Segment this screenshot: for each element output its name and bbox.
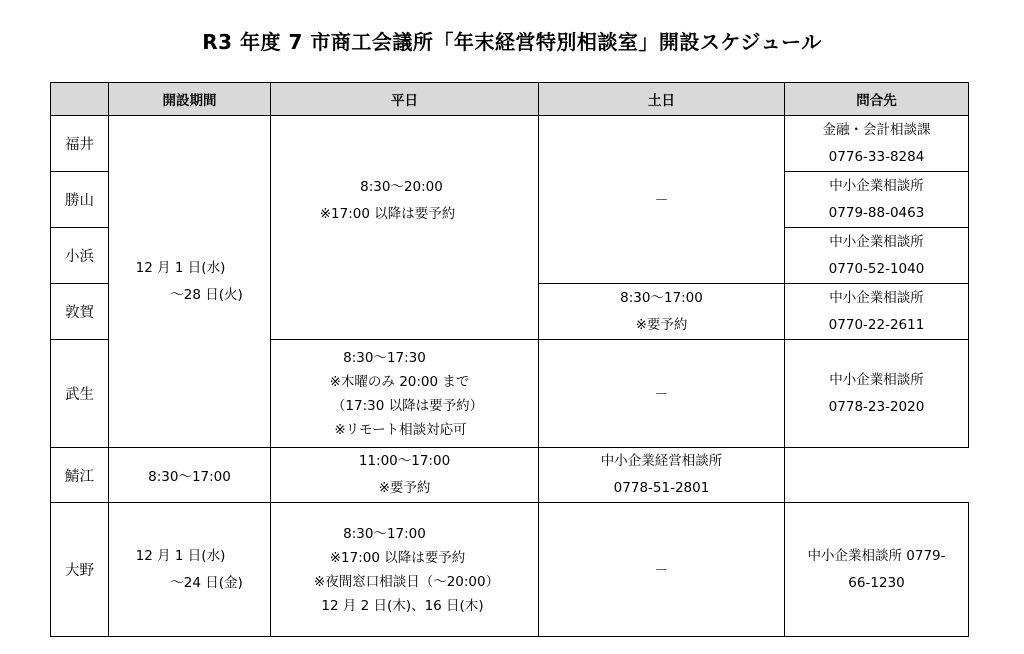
header-period: 開設期間 — [109, 83, 271, 116]
weekend-cell: － — [539, 340, 785, 448]
area-cell: 福井 — [51, 116, 109, 172]
area-cell: 敦賀 — [51, 284, 109, 340]
weekday-note: ※17:00 以降は要予約 — [319, 205, 456, 222]
contact-phone: 0779-88-0463 — [828, 204, 925, 221]
weekend-note: ※要予約 — [378, 480, 431, 496]
contact-dept: 金融・会計相談課 — [822, 121, 931, 138]
weekday-hours: 8:30～20:00 — [360, 178, 443, 195]
period-start: 12 月 1 日(水) — [135, 259, 226, 276]
weekday-hours: 8:30～17:00 — [343, 525, 426, 542]
weekend-cell: － — [539, 116, 785, 284]
period-cell — [109, 503, 271, 637]
weekend-hours: 11:00～17:00 — [358, 453, 451, 469]
weekday-note: （17:30 以降は要予約） — [331, 397, 484, 414]
contact-phone: 0770-52-1040 — [828, 260, 925, 277]
weekday-note: 12 月 2 日(木)、16 日(木) — [321, 597, 484, 614]
area-cell: 鯖江 — [51, 448, 109, 503]
header-weekday: 平日 — [271, 83, 539, 116]
weekend-cell: － — [539, 503, 785, 637]
weekday-cell: 8:30～17:00 — [109, 448, 271, 503]
schedule-table — [50, 82, 969, 637]
period-start: 12 月 1 日(水) — [135, 547, 226, 564]
contact-dept: 中小企業相談所 — [829, 371, 924, 388]
contact-dept: 中小企業経営相談所 — [600, 453, 723, 469]
period-cell — [109, 116, 271, 448]
contact-cell — [785, 284, 969, 340]
header-area — [51, 83, 109, 116]
contact-phone: 0778-51-2801 — [613, 480, 710, 496]
weekday-cell — [271, 503, 539, 637]
header-contact: 問合先 — [785, 83, 969, 116]
contact-cell — [785, 340, 969, 448]
weekday-note: ※夜間窓口相談日（～20:00） — [313, 573, 500, 590]
weekday-cell — [271, 116, 539, 340]
weekend-cell — [539, 284, 785, 340]
contact-cell — [785, 503, 969, 637]
contact-phone: 66-1230 — [848, 574, 905, 591]
area-cell: 大野 — [51, 503, 109, 637]
table-row — [51, 448, 969, 503]
contact-phone: 0776-33-8284 — [828, 148, 925, 165]
contact-phone: 0778-23-2020 — [828, 398, 925, 415]
weekday-hours: 8:30～17:30 — [343, 349, 426, 366]
contact-dept: 中小企業相談所 — [829, 177, 924, 194]
period-end: ～24 日(金) — [170, 574, 243, 591]
area-cell: 小浜 — [51, 228, 109, 284]
weekday-note: ※木曜のみ 20:00 まで — [329, 373, 470, 390]
header-weekend: 土日 — [539, 83, 785, 116]
contact-cell — [539, 448, 785, 503]
contact-cell — [785, 228, 969, 284]
contact-dept: 中小企業相談所 — [829, 233, 924, 250]
table-row — [51, 503, 969, 637]
area-cell: 武生 — [51, 340, 109, 448]
weekday-note: ※リモート相談対応可 — [334, 421, 467, 438]
weekend-hours: 8:30～17:00 — [620, 289, 703, 306]
period-end: ～28 日(火) — [170, 286, 243, 303]
contact-cell — [785, 172, 969, 228]
contact-cell — [785, 116, 969, 172]
header-row — [51, 83, 969, 116]
area-cell: 勝山 — [51, 172, 109, 228]
contact-dept: 中小企業相談所 — [829, 289, 924, 306]
weekday-cell — [271, 340, 539, 448]
contact-phone: 0770-22-2611 — [828, 316, 925, 333]
contact-dept: 中小企業相談所 0779- — [807, 547, 946, 564]
table-row — [51, 116, 969, 172]
weekend-cell — [271, 448, 539, 503]
weekday-note: ※17:00 以降は要予約 — [329, 549, 466, 566]
page-title: R3 年度 7 市商工会議所「年末経営特別相談室」開設スケジュール — [202, 30, 822, 54]
weekend-note: ※要予約 — [635, 316, 688, 333]
